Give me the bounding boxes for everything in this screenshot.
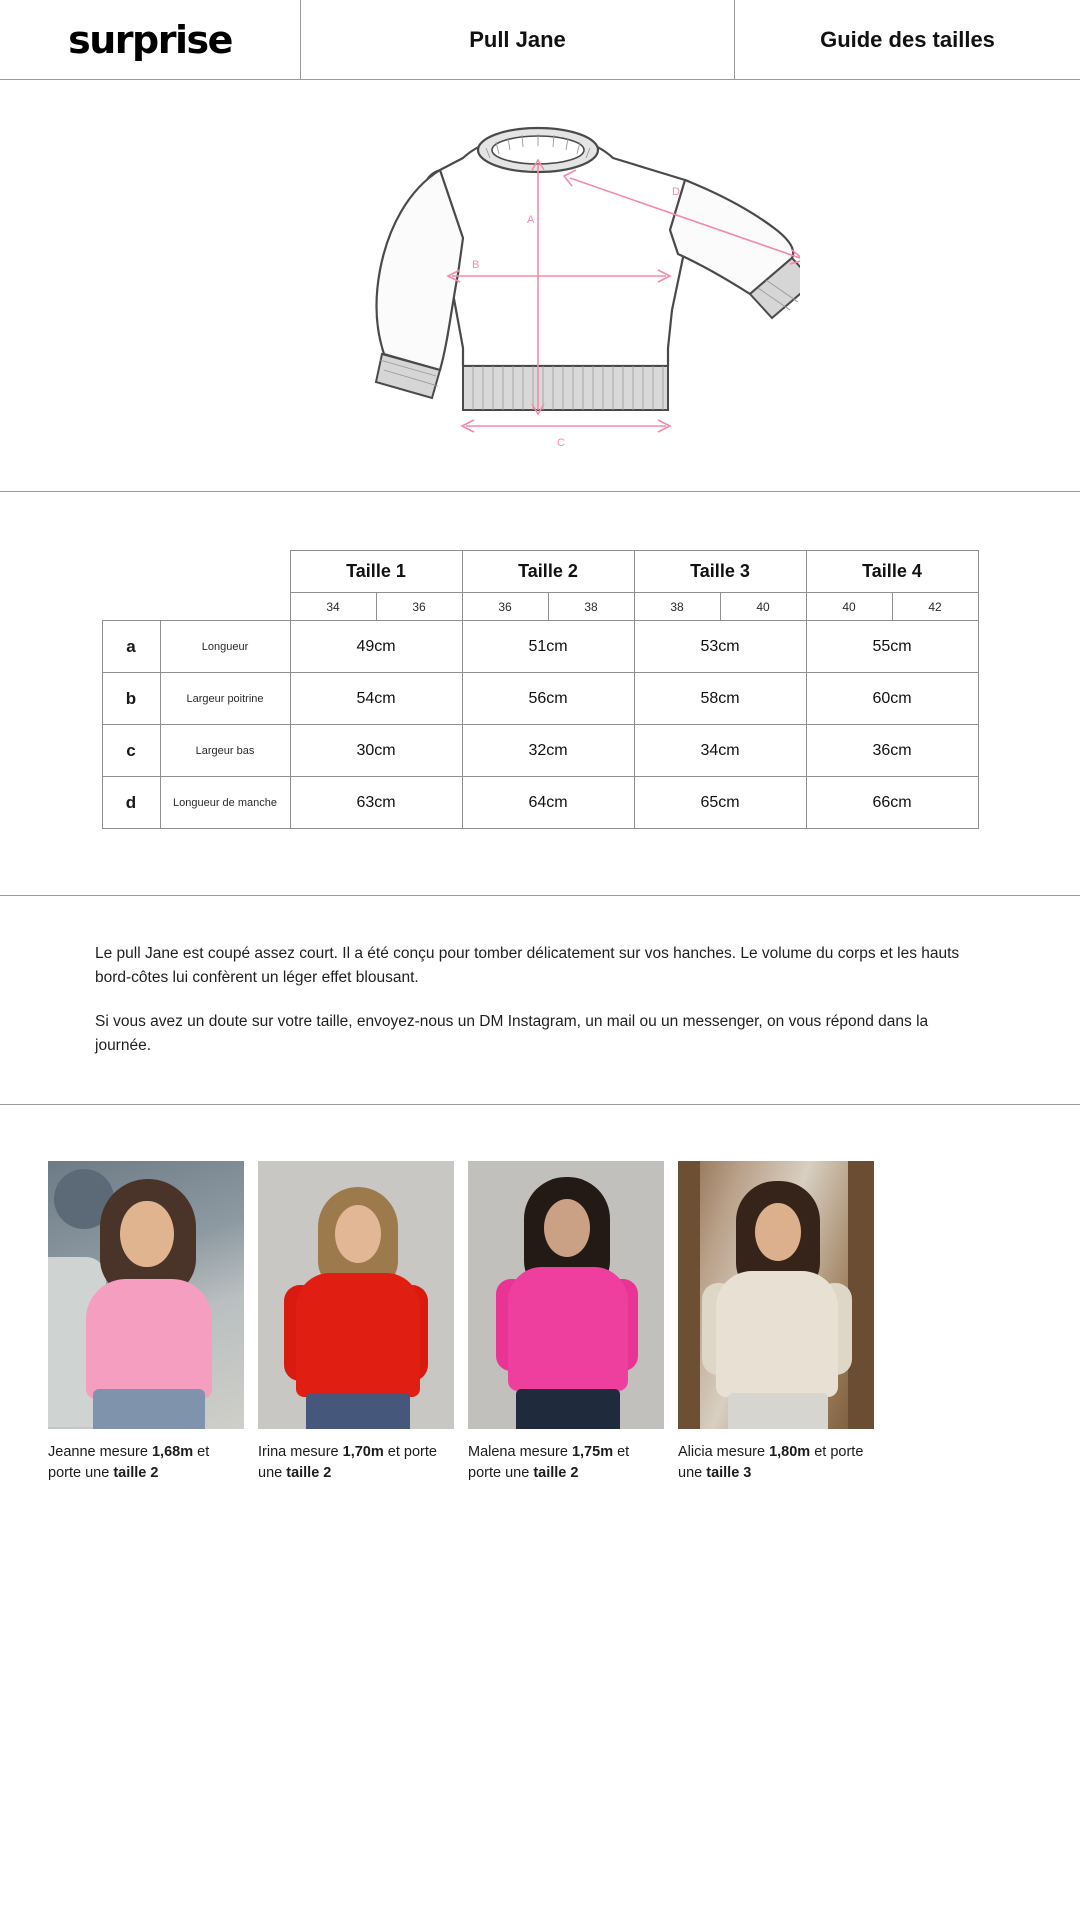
model-photo-alicia[interactable] xyxy=(678,1161,874,1429)
diagram-label-d: D xyxy=(672,186,680,198)
caption-prefix: Jeanne mesure xyxy=(48,1444,152,1461)
row-label-a: Longueur xyxy=(160,621,290,673)
model-jeans xyxy=(306,1393,410,1429)
diagram-label-c: C xyxy=(557,437,565,449)
caption-size: taille 3 xyxy=(706,1465,752,1482)
row-label-c: Largeur bas xyxy=(160,725,290,777)
size-header-1: Taille 1 xyxy=(290,551,462,593)
row-letter-c: c xyxy=(102,725,160,777)
table-row xyxy=(102,673,978,725)
caption-size: taille 2 xyxy=(286,1465,332,1482)
model-caption-irina xyxy=(258,1442,454,1484)
model-sweater xyxy=(296,1273,420,1397)
row-b-value-4: 60cm xyxy=(806,673,978,725)
model-photo-irina[interactable] xyxy=(258,1161,454,1429)
fr-size-3b: 40 xyxy=(720,593,806,621)
table-header-row xyxy=(102,551,978,593)
fr-size-1a: 34 xyxy=(290,593,376,621)
table-row xyxy=(102,725,978,777)
row-b-value-1: 54cm xyxy=(290,673,462,725)
caption-size: taille 2 xyxy=(533,1465,579,1482)
caption-mid: et porte une xyxy=(468,1444,630,1482)
model-caption-malena xyxy=(468,1442,664,1484)
diagram-label-b: B xyxy=(472,259,480,271)
model-card-irina[interactable] xyxy=(258,1161,454,1484)
row-a-value-2: 51cm xyxy=(462,621,634,673)
product-title: Pull Jane xyxy=(469,26,566,52)
model-photo-malena[interactable] xyxy=(468,1161,664,1429)
fr-size-2b: 38 xyxy=(548,593,634,621)
caption-mid: et porte une xyxy=(678,1444,864,1482)
row-d-value-4: 66cm xyxy=(806,777,978,829)
caption-height: 1,68m xyxy=(151,1444,194,1461)
caption-prefix: Alicia mesure xyxy=(678,1444,770,1461)
size-table-section xyxy=(0,492,1080,896)
sub-blank-letter xyxy=(102,593,160,621)
model-caption-jeanne xyxy=(48,1442,244,1484)
size-guide-title: Guide des tailles xyxy=(820,26,995,52)
model-sweater xyxy=(716,1271,838,1397)
description-paragraph-1: Le pull Jane est coupé assez court. Il a été conçu pour tomber délicatement sur vos hanches. Le volume du corps et les hauts bord-côtes lui confèrent un léger effet blousant. xyxy=(95,945,960,987)
photo-window-frame-left xyxy=(678,1161,700,1429)
size-header-2: Taille 2 xyxy=(462,551,634,593)
caption-height: 1,80m xyxy=(769,1444,811,1461)
fr-size-3a: 38 xyxy=(634,593,720,621)
caption-prefix: Irina mesure xyxy=(258,1444,343,1461)
row-a-value-3: 53cm xyxy=(634,621,806,673)
sub-blank-label xyxy=(160,593,290,621)
table-row xyxy=(102,621,978,673)
row-letter-b: b xyxy=(102,673,160,725)
brand-name: surprise xyxy=(68,17,232,62)
fr-size-2a: 36 xyxy=(462,593,548,621)
diagram-label-a: A xyxy=(527,214,535,226)
row-b-value-3: 58cm xyxy=(634,673,806,725)
model-jeans xyxy=(728,1393,828,1429)
description-section xyxy=(0,896,1080,1105)
row-letter-a: a xyxy=(102,621,160,673)
fr-size-1b: 36 xyxy=(376,593,462,621)
caption-height: 1,70m xyxy=(342,1444,384,1461)
model-jeans xyxy=(516,1389,620,1429)
caption-prefix: Malena mesure xyxy=(468,1444,572,1461)
model-card-alicia[interactable] xyxy=(678,1161,874,1484)
model-photo-jeanne[interactable] xyxy=(48,1161,244,1429)
brand-logo[interactable] xyxy=(0,0,300,79)
size-header-4: Taille 4 xyxy=(806,551,978,593)
sweater-diagram-section xyxy=(0,80,1080,492)
photo-window-frame-right xyxy=(848,1161,874,1429)
row-b-value-2: 56cm xyxy=(462,673,634,725)
model-card-malena[interactable] xyxy=(468,1161,664,1484)
row-c-value-1: 30cm xyxy=(290,725,462,777)
sweater-diagram xyxy=(280,98,800,478)
caption-mid: et porte une xyxy=(48,1444,210,1482)
sweater-technical-drawing-icon xyxy=(280,98,800,478)
row-c-value-3: 34cm xyxy=(634,725,806,777)
model-card-jeanne[interactable] xyxy=(48,1161,244,1484)
size-table xyxy=(102,550,979,829)
model-caption-alicia xyxy=(678,1442,874,1484)
fr-size-4a: 40 xyxy=(806,593,892,621)
row-letter-d: d xyxy=(102,777,160,829)
description-paragraph-2: Si vous avez un doute sur votre taille, envoyez-nous un DM Instagram, un mail ou un messenger, on vous répond dans la journée. xyxy=(95,1013,929,1055)
model-face xyxy=(120,1201,174,1267)
row-label-b: Largeur poitrine xyxy=(160,673,290,725)
model-sweater xyxy=(86,1279,212,1399)
table-subheader-row xyxy=(102,593,978,621)
table-row xyxy=(102,777,978,829)
corner-blank-letter xyxy=(102,551,160,593)
row-c-value-2: 32cm xyxy=(462,725,634,777)
row-a-value-4: 55cm xyxy=(806,621,978,673)
size-guide-title-cell xyxy=(735,0,1080,79)
size-header-3: Taille 3 xyxy=(634,551,806,593)
model-jeans xyxy=(93,1389,205,1429)
row-c-value-4: 36cm xyxy=(806,725,978,777)
corner-blank-label xyxy=(160,551,290,593)
row-d-value-3: 65cm xyxy=(634,777,806,829)
row-d-value-2: 64cm xyxy=(462,777,634,829)
model-sweater xyxy=(508,1267,628,1391)
caption-mid: et porte une xyxy=(258,1444,437,1482)
row-a-value-1: 49cm xyxy=(290,621,462,673)
models-section xyxy=(0,1105,1080,1484)
row-label-d: Longueur de manche xyxy=(160,777,290,829)
model-face xyxy=(755,1203,801,1261)
caption-height: 1,75m xyxy=(571,1444,614,1461)
fr-size-4b: 42 xyxy=(892,593,978,621)
caption-size: taille 2 xyxy=(113,1465,159,1482)
page-header xyxy=(0,0,1080,80)
product-title-cell xyxy=(300,0,735,79)
model-face xyxy=(544,1199,590,1257)
row-d-value-1: 63cm xyxy=(290,777,462,829)
model-face xyxy=(335,1205,381,1263)
